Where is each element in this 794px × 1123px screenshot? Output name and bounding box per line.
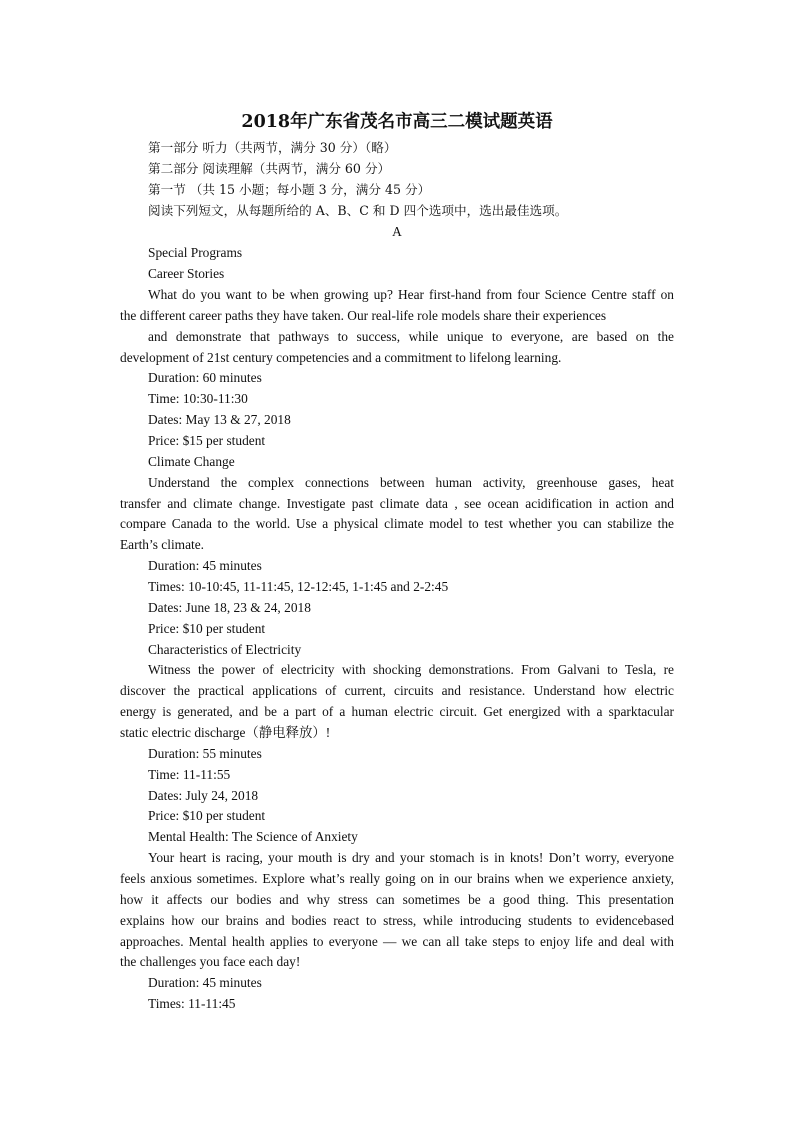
price-text: Price: $10 per student bbox=[148, 808, 266, 823]
paragraph-line: and demonstrate that pathways to success, while unique to everyone, are based on the bbox=[148, 329, 674, 344]
dates-text: Dates: June 18, 23 & 24, 2018 bbox=[148, 600, 311, 615]
paragraph-line: the challenges you face each day! bbox=[120, 954, 301, 969]
paragraph-line: Understand the complex connections between human activity, greenhouse gases, heat bbox=[148, 475, 674, 490]
header-line-instructions: 阅读下列短文，从每题所给的 A、B、C 和 D 四个选项中，选出最佳选项。 bbox=[148, 203, 568, 218]
passage-letter: A bbox=[392, 224, 402, 239]
price-text: Price: $10 per student bbox=[148, 621, 266, 636]
dates-text: Dates: July 24, 2018 bbox=[148, 788, 259, 803]
program-name-mental-health: Mental Health: The Science of Anxiety bbox=[148, 829, 358, 844]
duration-text: Duration: 60 minutes bbox=[148, 370, 262, 385]
dates-text: Dates: May 13 & 27, 2018 bbox=[148, 412, 291, 427]
paragraph-line: What do you want to be when growing up? Hear first-hand from four Science Centre staff on bbox=[148, 287, 674, 302]
paragraph-line: the different career paths they have taken. Our real-life role models share their experiences bbox=[120, 308, 607, 323]
paragraph-line: Your heart is racing, your mouth is dry and your stomach is in knots! Don’t worry, everyone bbox=[148, 850, 674, 865]
paragraph-line: Earth’s climate. bbox=[120, 537, 205, 552]
duration-text: Duration: 45 minutes bbox=[148, 975, 262, 990]
duration-text: Duration: 55 minutes bbox=[148, 746, 262, 761]
paragraph-line: static electric discharge（静电释放）! bbox=[120, 725, 331, 740]
time-text: Times: 10-10:45, 11-11:45, 12-12:45, 1-1:45 and 2-2:45 bbox=[148, 579, 449, 594]
paragraph-line: compare Canada to the world. Use a physical climate model to test whether you can stabilize the bbox=[120, 516, 674, 531]
header-line-reading: 第二部分 阅读理解（共两节，满分 60 分） bbox=[148, 161, 391, 176]
paragraph-line: discover the practical applications of current, circuits and resistance. Understand how electric bbox=[120, 683, 674, 698]
paragraph-line: approaches. Mental health applies to everyone — we can all take steps to enjoy life and deal with bbox=[120, 934, 674, 949]
paragraph-line: explains how our brains and bodies react to stress, while introducing students to evidencebased bbox=[120, 913, 674, 928]
program-heading: Special Programs bbox=[148, 245, 243, 260]
paragraph-line: energy is generated, and be a part of a human electric circuit. Get energized with a sparktacular bbox=[120, 704, 674, 719]
price-text: Price: $15 per student bbox=[148, 433, 266, 448]
program-name-career: Career Stories bbox=[148, 266, 225, 281]
duration-text: Duration: 45 minutes bbox=[148, 558, 262, 573]
program-name-electricity: Characteristics of Electricity bbox=[148, 642, 302, 657]
paragraph-line: how it affects our bodies and why stress can sometimes be a good thing. This presentation bbox=[120, 892, 674, 907]
header-line-section-one: 第一节 （共 15 小题；每小题 3 分，满分 45 分） bbox=[148, 182, 431, 197]
paragraph-line: development of 21st century competencies and a commitment to lifelong learning. bbox=[120, 350, 562, 365]
program-name-climate: Climate Change bbox=[148, 454, 235, 469]
time-text: Time: 10:30-11:30 bbox=[148, 391, 248, 406]
time-text: Times: 11-11:45 bbox=[148, 996, 236, 1011]
paragraph-line: Witness the power of electricity with shocking demonstrations. From Galvani to Tesla, re bbox=[148, 662, 674, 677]
time-text: Time: 11-11:55 bbox=[148, 767, 231, 782]
paragraph-line: transfer and climate change. Investigate past climate data , see ocean acidification in action and bbox=[120, 496, 674, 511]
exam-title: 2018年广东省茂名市高三二模试题英语 bbox=[241, 112, 553, 132]
paragraph-line: feels anxious sometimes. Explore what’s really going on in our brains when we experience anxiety, bbox=[120, 871, 674, 886]
header-line-listening: 第一部分 听力（共两节，满分 30 分）（略） bbox=[148, 140, 397, 155]
